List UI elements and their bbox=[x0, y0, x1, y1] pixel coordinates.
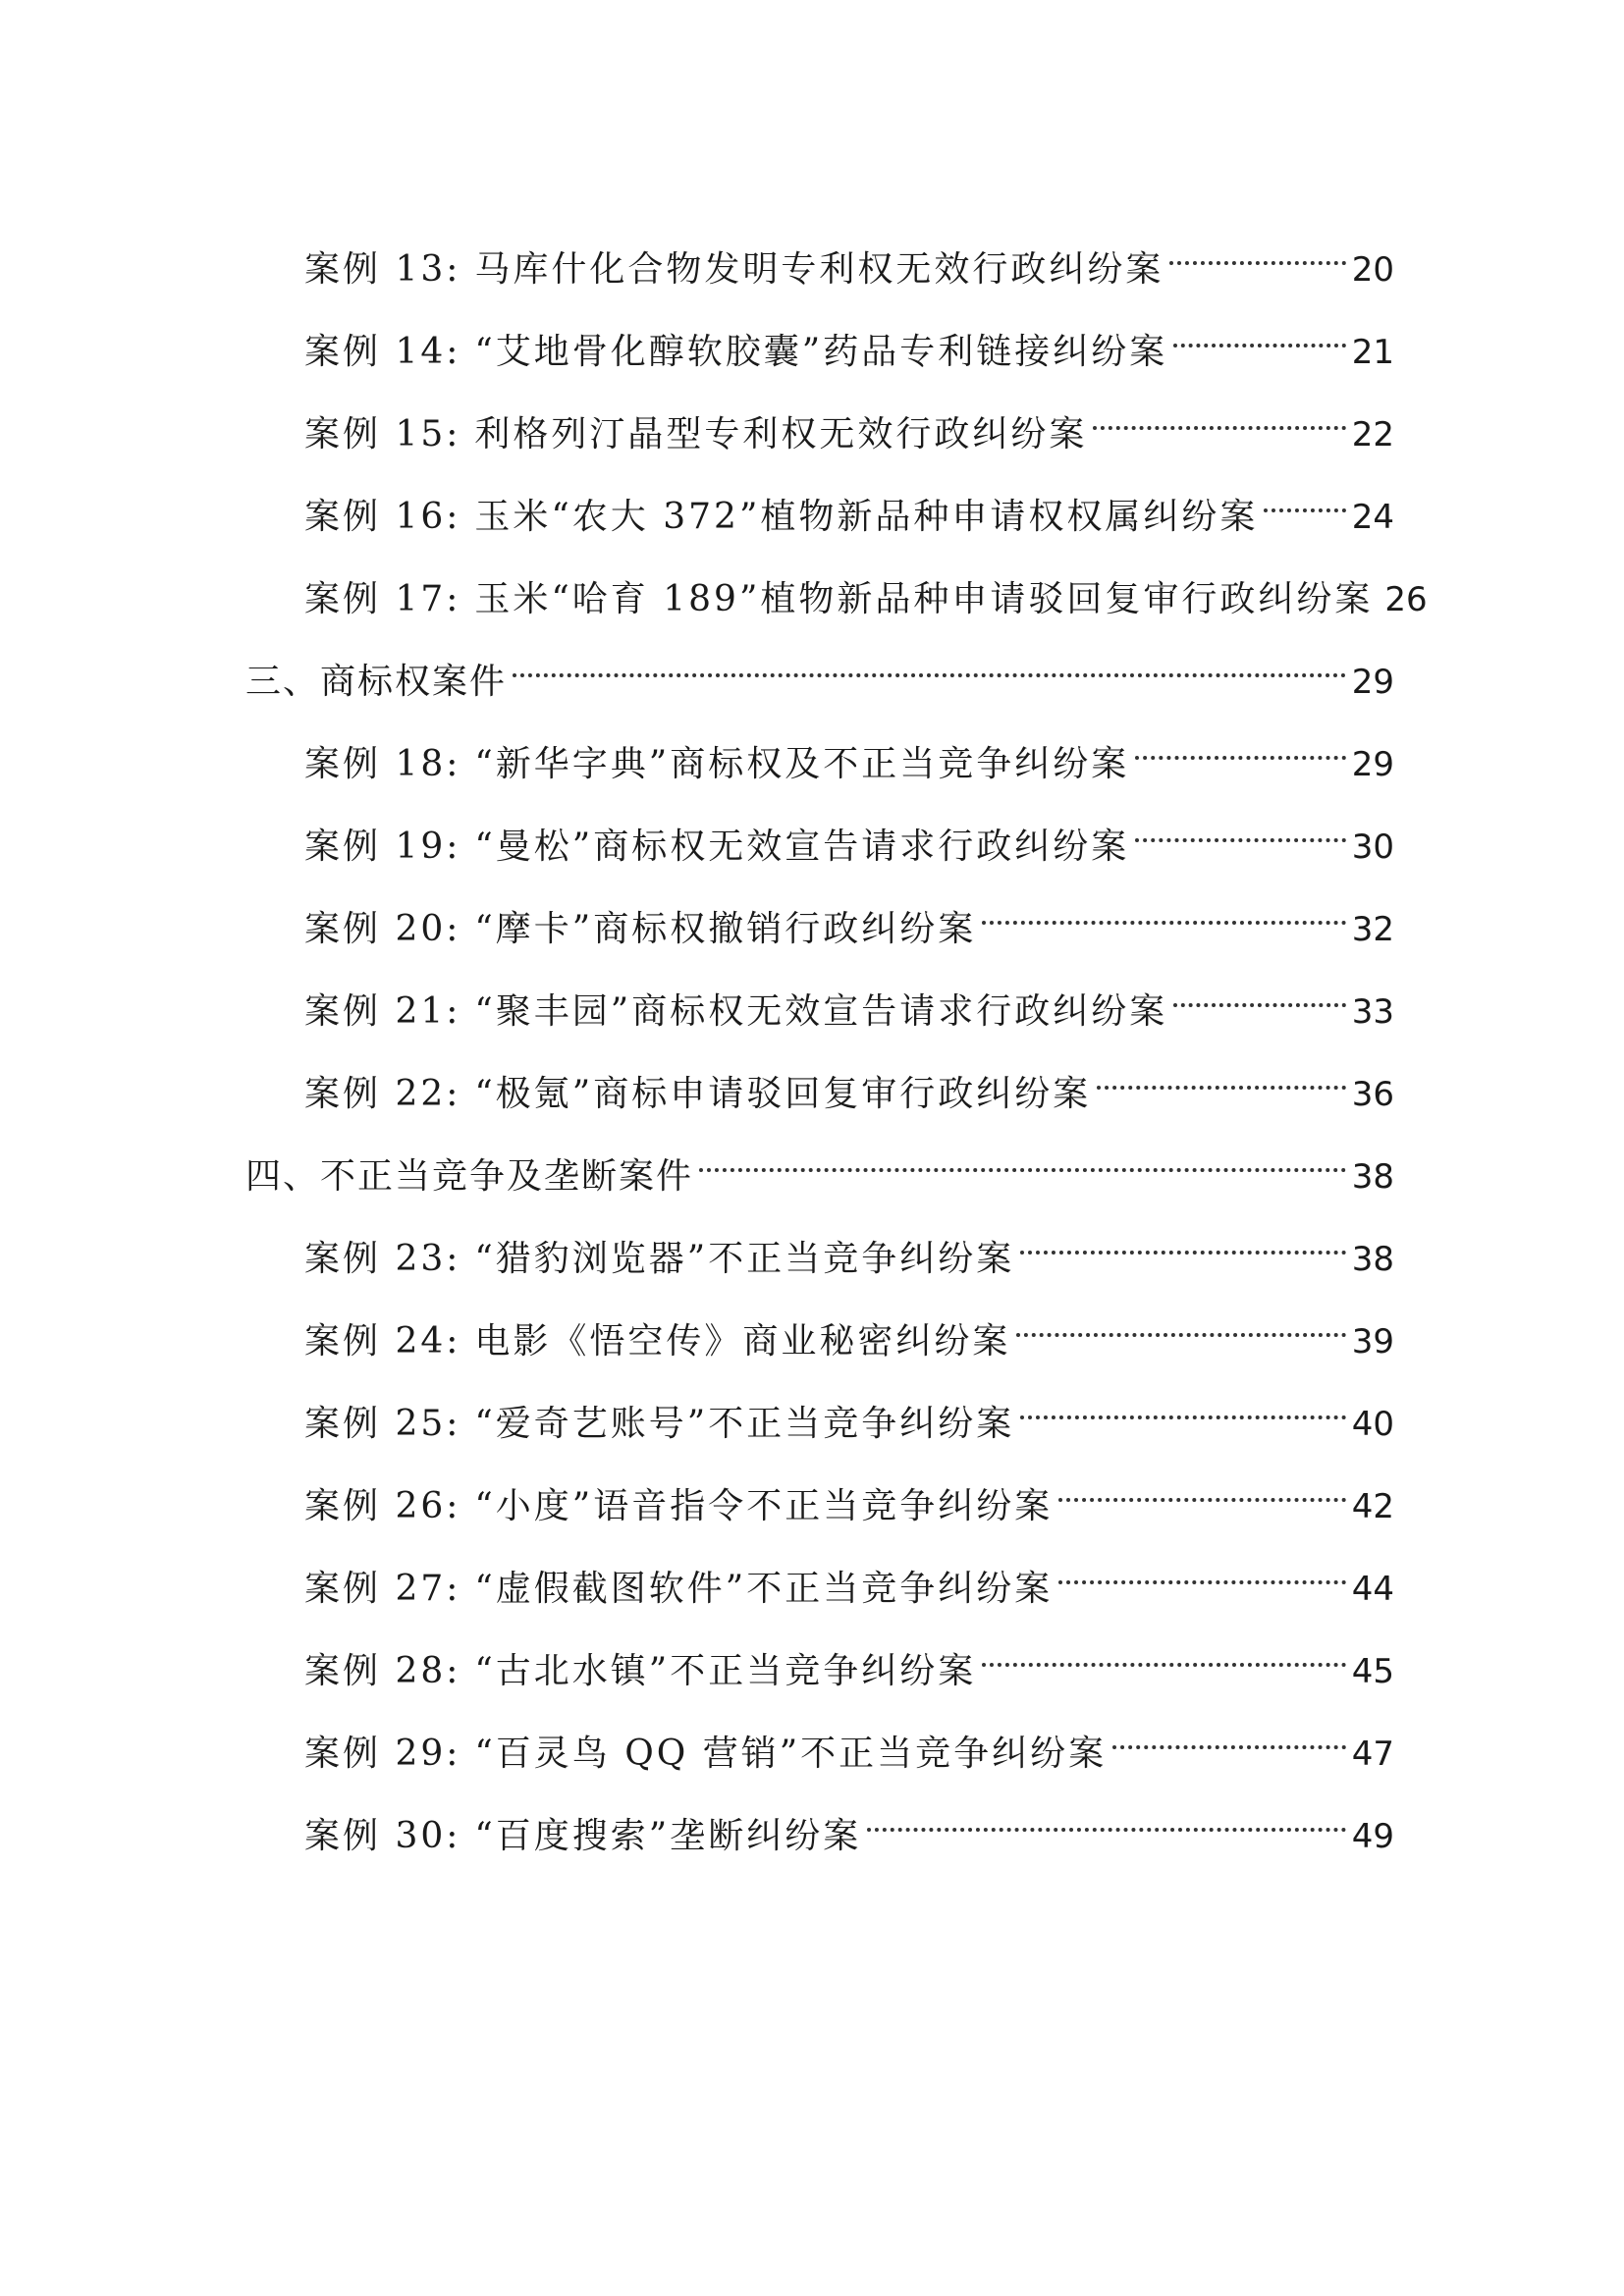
dot-leader bbox=[1264, 469, 1345, 528]
case-number: 案例 21: bbox=[304, 991, 461, 1032]
dot-leader bbox=[1020, 1211, 1346, 1270]
case-title: “虚假截图软件”不正当竞争纠纷案 bbox=[474, 1569, 1054, 1609]
case-number: 案例 17: bbox=[304, 579, 461, 619]
case-title: “猎豹浏览器”不正当竞争纠纷案 bbox=[474, 1239, 1015, 1279]
case-title: “新华字典”商标权及不正当竞争纠纷案 bbox=[474, 744, 1130, 784]
case-number: 案例 15: bbox=[304, 414, 461, 454]
case-title: “艾地骨化醇软胶囊”药品专利链接纠纷案 bbox=[474, 332, 1168, 372]
toc-entry-case-27[interactable] bbox=[304, 1541, 1394, 1609]
page-number: 38 bbox=[1351, 1240, 1394, 1279]
case-title: 马库什化合物发明专利权无效行政纠纷案 bbox=[474, 249, 1164, 290]
case-number: 案例 18: bbox=[304, 744, 461, 784]
case-title: “小度”语音指令不正当竞争纠纷案 bbox=[474, 1486, 1054, 1526]
dot-leader bbox=[982, 881, 1346, 940]
section-title: 四、不正当竞争及垄断案件 bbox=[245, 1156, 694, 1197]
page-number: 21 bbox=[1351, 333, 1394, 372]
toc-section-unfair-competition[interactable] bbox=[245, 1129, 1394, 1197]
case-number: 案例 19: bbox=[304, 827, 461, 867]
case-number: 案例 26: bbox=[304, 1486, 461, 1526]
dot-leader bbox=[1173, 304, 1346, 363]
page-number: 30 bbox=[1351, 828, 1394, 867]
dot-leader bbox=[1135, 717, 1346, 775]
toc-entry-case-13[interactable] bbox=[304, 222, 1394, 290]
page-number: 24 bbox=[1351, 498, 1394, 537]
dot-leader bbox=[1173, 964, 1346, 1023]
toc-section-trademark[interactable] bbox=[245, 634, 1394, 702]
case-title: “百灵鸟 QQ 营销”不正当竞争纠纷案 bbox=[474, 1734, 1108, 1774]
dot-leader bbox=[513, 634, 1346, 693]
case-number: 案例 30: bbox=[304, 1816, 461, 1856]
case-number: 案例 29: bbox=[304, 1734, 461, 1774]
case-number: 案例 14: bbox=[304, 332, 461, 372]
case-number: 案例 28: bbox=[304, 1651, 461, 1691]
page-number: 47 bbox=[1351, 1735, 1394, 1774]
page-number: 32 bbox=[1351, 910, 1394, 949]
case-title: “古北水镇”不正当竞争纠纷案 bbox=[474, 1651, 977, 1691]
page-number: 33 bbox=[1351, 992, 1394, 1032]
case-title: 玉米“农大 372”植物新品种申请权权属纠纷案 bbox=[474, 497, 1259, 537]
section-title: 三、商标权案件 bbox=[245, 662, 508, 702]
toc-entry-case-25[interactable] bbox=[304, 1376, 1394, 1444]
toc-entry-case-17[interactable] bbox=[304, 552, 1428, 619]
page-number: 29 bbox=[1351, 745, 1394, 784]
case-number: 案例 22: bbox=[304, 1074, 461, 1114]
page-number: 22 bbox=[1351, 415, 1394, 454]
page-number: 20 bbox=[1351, 250, 1394, 290]
toc-entry-case-24[interactable] bbox=[304, 1294, 1394, 1362]
case-title: “爱奇艺账号”不正当竞争纠纷案 bbox=[474, 1404, 1015, 1444]
dot-leader bbox=[867, 1789, 1346, 1847]
toc-entry-case-14[interactable] bbox=[304, 304, 1394, 372]
toc-entry-case-23[interactable] bbox=[304, 1211, 1394, 1279]
case-title: “百度搜索”垄断纠纷案 bbox=[474, 1816, 862, 1856]
toc-entry-case-22[interactable] bbox=[304, 1046, 1394, 1114]
page-number: 44 bbox=[1351, 1570, 1394, 1609]
page-number: 39 bbox=[1351, 1322, 1394, 1362]
dot-leader bbox=[1058, 1541, 1346, 1600]
case-number: 案例 25: bbox=[304, 1404, 461, 1444]
dot-leader bbox=[1112, 1706, 1346, 1765]
case-title: “聚丰园”商标权无效宣告请求行政纠纷案 bbox=[474, 991, 1168, 1032]
dot-leader bbox=[1097, 1046, 1346, 1105]
dot-leader bbox=[1020, 1376, 1346, 1435]
page-number: 45 bbox=[1351, 1652, 1394, 1691]
toc-entry-case-28[interactable] bbox=[304, 1624, 1394, 1691]
case-title: 电影《悟空传》商业秘密纠纷案 bbox=[474, 1321, 1011, 1362]
case-number: 案例 20: bbox=[304, 909, 461, 949]
dot-leader bbox=[982, 1624, 1346, 1682]
dot-leader bbox=[1169, 222, 1345, 281]
toc-entry-case-20[interactable] bbox=[304, 881, 1394, 949]
case-number: 案例 27: bbox=[304, 1569, 461, 1609]
toc-entry-case-26[interactable] bbox=[304, 1459, 1394, 1526]
page-number: 29 bbox=[1351, 663, 1394, 702]
page-number: 42 bbox=[1351, 1487, 1394, 1526]
toc-entry-case-15[interactable] bbox=[304, 387, 1394, 454]
dot-leader bbox=[699, 1129, 1346, 1188]
dot-leader bbox=[1093, 387, 1345, 446]
toc-entry-case-18[interactable] bbox=[304, 717, 1394, 784]
case-title: “极氪”商标申请驳回复审行政纠纷案 bbox=[474, 1074, 1092, 1114]
page-number: 38 bbox=[1351, 1157, 1394, 1197]
dot-leader bbox=[1135, 799, 1346, 858]
page-number: 36 bbox=[1351, 1075, 1394, 1114]
toc-entry-case-16[interactable] bbox=[304, 469, 1394, 537]
toc-entry-case-29[interactable] bbox=[304, 1706, 1394, 1774]
toc-entry-case-21[interactable] bbox=[304, 964, 1394, 1032]
page-number: 26 bbox=[1384, 580, 1428, 619]
toc-entry-case-19[interactable] bbox=[304, 799, 1394, 867]
case-title: “曼松”商标权无效宣告请求行政纠纷案 bbox=[474, 827, 1130, 867]
toc-entry-case-30[interactable] bbox=[304, 1789, 1394, 1856]
case-number: 案例 24: bbox=[304, 1321, 461, 1362]
case-title: 利格列汀晶型专利权无效行政纠纷案 bbox=[474, 414, 1088, 454]
case-number: 案例 16: bbox=[304, 497, 461, 537]
case-number: 案例 13: bbox=[304, 249, 461, 290]
dot-leader bbox=[1016, 1294, 1345, 1353]
page-number: 40 bbox=[1351, 1405, 1394, 1444]
case-title: “摩卡”商标权撤销行政纠纷案 bbox=[474, 909, 977, 949]
case-title: 玉米“哈育 189”植物新品种申请驳回复审行政纠纷案 bbox=[474, 579, 1374, 619]
case-number: 案例 23: bbox=[304, 1239, 461, 1279]
dot-leader bbox=[1058, 1459, 1346, 1518]
page-number: 49 bbox=[1351, 1817, 1394, 1856]
